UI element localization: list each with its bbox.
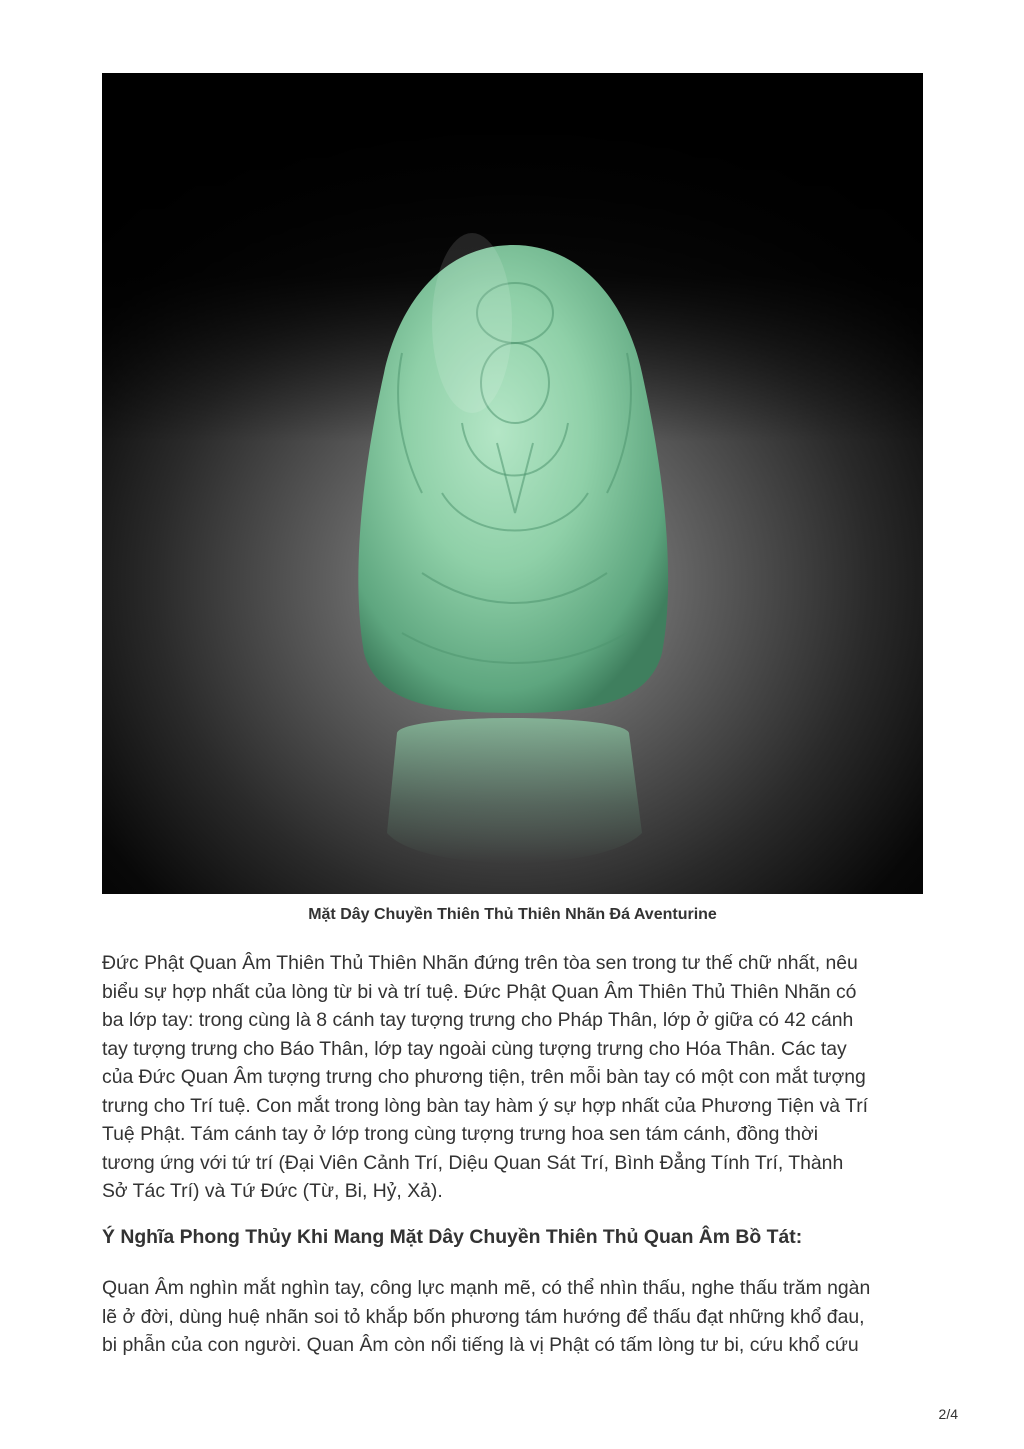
paragraph-line: trưng cho Trí tuệ. Con mắt trong lòng bàn tay hàm ý sự hợp nhất của Phương Tiện và Trí [102,1094,869,1117]
pendant-photo [102,73,923,894]
jade-pendant [358,245,668,713]
paragraph-line: ba lớp tay: trong cùng là 8 cánh tay tượng trưng cho Pháp Thân, lớp ở giữa có 42 cánh [102,1009,854,1031]
paragraph-line: lẽ ở đời, dùng huệ nhãn soi tỏ khắp bốn phương tám hướng để thấu đạt những khổ đau, [102,1305,865,1328]
pendant-reflection [387,718,642,863]
paragraph-line: của Đức Quan Âm tượng trưng cho phương tiện, trên mỗi bàn tay có một con mắt tượng [102,1066,866,1088]
body-paragraph-2 [102,1274,932,1360]
body-paragraph-1 [102,949,932,1206]
paragraph-line: tay tượng trưng cho Báo Thân, lớp tay ngoài cùng tượng trưng cho Hóa Thân. Các tay [102,1037,847,1060]
paragraph-line: bi phẫn của con người. Quan Âm còn nổi tiếng là vị Phật có tấm lòng tư bi, cứu khổ cứu [102,1334,859,1356]
section-heading: Ý Nghĩa Phong Thủy Khi Mang Mặt Dây Chuyền Thiên Thủ Quan Âm Bồ Tát: [102,1226,803,1248]
paragraph-line: biểu sự hợp nhất của lòng từ bi và trí tuệ. Đức Phật Quan Âm Thiên Thủ Thiên Nhãn có [102,980,857,1003]
image-caption: Mặt Dây Chuyền Thiên Thủ Thiên Nhãn Đá Aventurine [308,906,717,923]
paragraph-line: Quan Âm nghìn mắt nghìn tay, công lực mạnh mẽ, có thể nhìn thấu, nghe thấu trăm ngàn [102,1277,871,1299]
paragraph-line: Tuệ Phật. Tám cánh tay ở lớp trong cùng tượng trưng hoa sen tám cánh, đồng thời [102,1123,819,1145]
jade-pendant-illustration [102,73,923,894]
page-number: 2/4 [938,1406,958,1422]
paragraph-line: Đức Phật Quan Âm Thiên Thủ Thiên Nhãn đứng trên tòa sen trong tư thế chữ nhất, nêu [102,952,858,974]
paragraph-line: Sở Tác Trí) và Tứ Đức (Từ, Bi, Hỷ, Xả). [102,1180,443,1202]
paragraph-line: tương ứng với tứ trí (Đại Viên Cảnh Trí, Diệu Quan Sát Trí, Bình Đẳng Tính Trí, Thành [102,1151,844,1174]
